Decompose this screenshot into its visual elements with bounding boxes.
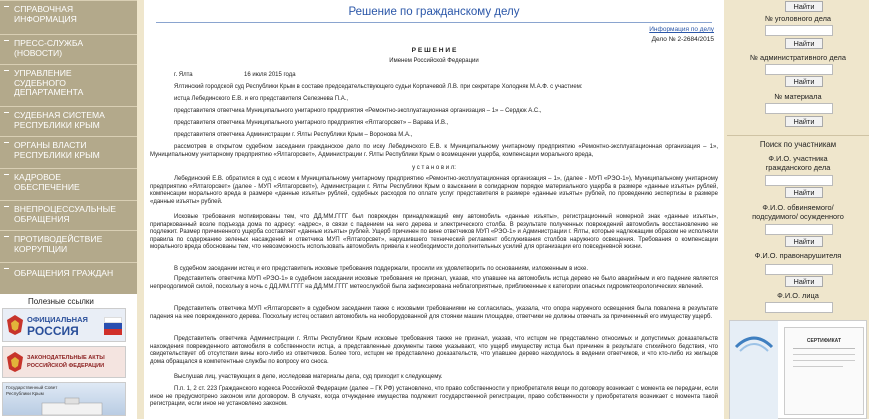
- paragraph-3: В судебном заседании истец и его представитель исковые требования поддержали, просили их удовлетворить по основаниям, изложенным в иске.: [174, 266, 589, 272]
- offender-search-button[interactable]: Найти: [785, 276, 823, 287]
- bullet-icon: [4, 268, 9, 269]
- accused-search-button[interactable]: Найти: [785, 236, 823, 247]
- left-sidebar: [0, 0, 137, 419]
- russian-flag-icon: [104, 317, 122, 335]
- search-panel: [727, 0, 869, 419]
- bullet-icon: [4, 206, 9, 207]
- material-label: № материала: [774, 92, 822, 101]
- criminal-case-label: № уголовного дела: [764, 14, 832, 23]
- coat-of-arms-icon: [5, 351, 25, 373]
- useful-links: [0, 294, 137, 419]
- certificate-side: [730, 321, 778, 419]
- material-search-button[interactable]: Найти: [785, 116, 823, 127]
- case-number: Дело № 2-2684/2015: [651, 36, 714, 43]
- paragraph-7: Выслушав лиц, участвующих в деле, исследовав материалы дела, суд приходит к следующему.: [174, 374, 443, 380]
- decision-date: 16 июля 2015 года: [244, 72, 296, 78]
- criminal-case-input[interactable]: [765, 25, 833, 36]
- parliament-building-icon: [37, 397, 107, 415]
- intro-court: Ялтинский городской суд Республики Крым в составе председательствующего судьи Корпачевой Л.В. при секретаре Холодняк М.А.Ф. с участием:: [174, 84, 583, 90]
- intro-defendant-1: представителя ответчика Муниципального унитарного предприятия «Ремонтно-эксплуатационная организация – 1» – Сердюк А.С.,: [174, 108, 542, 114]
- civil-participant-input[interactable]: [765, 175, 833, 186]
- nav-item-department[interactable]: УПРАВЛЕНИЕ СУДЕБНОГО ДЕПАРТАМЕНТА: [0, 64, 137, 106]
- nav-item-authorities[interactable]: ОРГАНЫ ВЛАСТИ РЕСПУБЛИКИ КРЫМ: [0, 136, 137, 168]
- offender-input[interactable]: [765, 264, 833, 275]
- nav-item-citizen-appeals[interactable]: ОБРАЩЕНИЯ ГРАЖДАН: [0, 262, 137, 288]
- nav-item-press[interactable]: ПРЕСС-СЛУЖБА (НОВОСТИ): [0, 34, 137, 64]
- nav-item-appeals-nonprocedural[interactable]: ВНЕПРОЦЕССУАЛЬНЫЕ ОБРАЩЕНИЯ: [0, 200, 137, 230]
- decision-city: г. Ялта: [174, 72, 193, 78]
- paragraph-4: Представитель ответчика МУП «РЭО-1» в судебном заседании исковые требования не признал, указав, что упавшее на автомобиль истца дерево не было аварийным и его падение является непреодолимой силой, поскольку в ночь с ДД.ММ.ГГГГ на ДД.ММ.ГГГГ метеослужбой была зафиксирована неблагоприятные, приближенные к категории опасных гидрометеорологических явлений.: [150, 276, 718, 290]
- established-heading: у с т а н о в и л:: [412, 165, 456, 171]
- bullet-icon: [4, 70, 9, 71]
- decision-subheading: Именем Российской Федерации: [389, 58, 479, 64]
- person-label: Ф.И.О. лица: [777, 291, 819, 300]
- bullet-icon: [4, 40, 9, 41]
- admin-case-label: № административного дела: [750, 53, 846, 62]
- paragraph-1: Лебединский Е.В. обратился в суд с иском к Муниципальному унитарному предприятию «Ремонтно-эксплуатационная организация – 1», (далее - МУП «РЭО-1»), Муниципальному унитарному предприятию «Ялтагорсвет» (далее - МУП «Ялтагорсвет»), Администрации г. Ялты Республики Крым о взыскании в солидарном порядке материального ущерба в размере «данные изъяты» рублей, компенсации морального вреда в размере «данные изъяты» рублей, судебных расходов по оплате услуг представителя в размере «данные изъяты» рублей, по проведению экспертизы в размере «данные изъяты» рублей.: [150, 176, 718, 205]
- title-divider: [156, 22, 712, 23]
- offender-label: Ф.И.О. правонарушителя: [754, 251, 842, 260]
- intro-defendant-2: представителя ответчика Муниципального унитарного предприятия «Ялтагорсвет» – Варава И.В.,: [174, 120, 449, 126]
- civil-participant-search-button[interactable]: Найти: [785, 187, 823, 198]
- admin-case-input[interactable]: [765, 64, 833, 75]
- bullet-icon: [4, 174, 9, 175]
- certificate-document: СЕРТИФИКАТ: [784, 327, 864, 415]
- coat-of-arms-icon: [5, 314, 25, 336]
- page-title: Решение по гражданскому делу: [348, 6, 520, 18]
- logo-icon: [732, 327, 776, 357]
- banner-state-council[interactable]: Государственный Совет Республики Крым: [2, 382, 126, 416]
- nav-item-judicial-system[interactable]: СУДЕБНАЯ СИСТЕМА РЕСПУБЛИКИ КРЫМ: [0, 106, 137, 136]
- search-button-top[interactable]: Найти: [785, 1, 823, 12]
- intro-considering: рассмотрев в открытом судебном заседании гражданское дело по иску Лебединского Е.В. к Муниципальному унитарному предприятию «Ремонтно-эксплуатационная организация – 1», Муниципальному унитарному предприятию «Ялтагорсвет», Администрации г. Ялты Республики Крым о возмещении ущерба, компенсации морального вреда,: [150, 144, 718, 158]
- criminal-case-search-button[interactable]: Найти: [785, 38, 823, 49]
- bullet-icon: [4, 6, 9, 7]
- paragraph-5: Представитель ответчика МУП «Ялтагорсвет» в судебном заседании также с исковыми требованиями не согласилась, указала, что опора наружного освещения была повалена в результате падения на нее поврежденного дерева. Поскольку истец оставил автомобиль на необорудованной для стоянки машин площадке, ответчики не должны отвечать за причиненный его имуществу ущерб.: [150, 306, 718, 320]
- certificate-banner[interactable]: [729, 320, 867, 419]
- nav-item-anticorruption[interactable]: ПРОТИВОДЕЙСТВИЕ КОРРУПЦИИ: [0, 230, 137, 262]
- nav-item-personnel[interactable]: КАДРОВОЕ ОБЕСПЕЧЕНИЕ: [0, 168, 137, 200]
- banner-official-russia[interactable]: ОФИЦИАЛЬНАЯ РОССИЯ: [2, 308, 126, 342]
- admin-case-search-button[interactable]: Найти: [785, 76, 823, 87]
- material-input[interactable]: [765, 103, 833, 114]
- banner-legislative-acts[interactable]: ЗАКОНОДАТЕЛЬНЫЕ АКТЫ РОССИЙСКОЙ ФЕДЕРАЦИИ: [2, 346, 126, 378]
- person-input[interactable]: [765, 302, 833, 313]
- civil-participant-label: Ф.И.О. участника гражданского дела: [765, 154, 831, 172]
- paragraph-6: Представитель ответчика Администрации г. Ялты Республики Крым исковые требования также не признал, указав, что истцом не представлено относимых и допустимых доказательств нахождения поврежденного автомобиля в собственности истца, а представленные документы также указывают, что ущерб имуществу истца был причинен в результате стихийного бедствия, что свидетельствует об отсутствии вины кого-либо из ответчиков. Более того, истцом не представлено доказательств, что упавшее дерево находилось в ведении ответчиков, и что кто-либо из жильцов дома обращался в компетентные службы по вопросу его сноса.: [150, 336, 718, 365]
- panel-divider: [727, 135, 869, 136]
- nav-item-reference[interactable]: СПРАВОЧНАЯ ИНФОРМАЦИЯ: [0, 0, 137, 34]
- case-info-link[interactable]: Информация по делу: [649, 26, 714, 33]
- useful-links-title: Полезные ссылки: [28, 297, 94, 306]
- bullet-icon: [4, 112, 9, 113]
- paragraph-8: П.п. 1, 2 ст. 223 Гражданского кодекса Российской Федерации (далее – ГК РФ) установлено, что право собственности у приобретателя вещи по договору возникает с момента ее передачи, если иное не предусмотрено законом или договором. В случаях, когда отчуждение имущества подлежит государственной регистрации, право собственности у приобретателя возникает с момента такой регистрации, если иное не установлено законом.: [150, 386, 718, 408]
- decision-heading: Р Е Ш Е Н И Е: [411, 47, 457, 54]
- paragraph-2: Исковые требования мотивированы тем, что ДД.ММ.ГГГГ был поврежден принадлежащий ему автомобиль «данные изъяты», регистрационный номерной знак «данные изъяты», припаркованный возле подъезда дома по адресу: «адрес», в связи с падением на него дерева и электрического столба. В результате полученных повреждений автомобиль восстановлению не подлежит. Размер причиненного ущерба составляет «данные изъяты» рублей. Ущерб причинен по вине ответчиков МУП «РЭО-1» и Администрации г. Ялты, которые надлежащим образом не исполняли правила по содержанию зеленых насаждений и ответчика МУП «Ялтагорсвет», нарушившего технический регламент обслуживания столбов наружного освещения. Требования о компенсации морального вреда обоснованы тем, что невозможность использовать автомобиль привела к необходимости дополнительных усилий для организации его повседневной жизни.: [150, 214, 718, 251]
- participants-search-title: Поиск по участникам: [759, 140, 837, 149]
- document-area: [144, 0, 724, 419]
- intro-plaintiff: истца Лебединского Е.В. и его представителя Селезнева П.А.,: [174, 96, 349, 102]
- bullet-icon: [4, 142, 9, 143]
- accused-input[interactable]: [765, 224, 833, 235]
- bullet-icon: [4, 236, 9, 237]
- accused-label: Ф.И.О. обвиняемого/ подсудимого/ осужденного: [752, 203, 844, 221]
- intro-defendant-3: представителя ответчика Администрации г. Ялты Республики Крым – Воронова М.А.,: [174, 132, 413, 138]
